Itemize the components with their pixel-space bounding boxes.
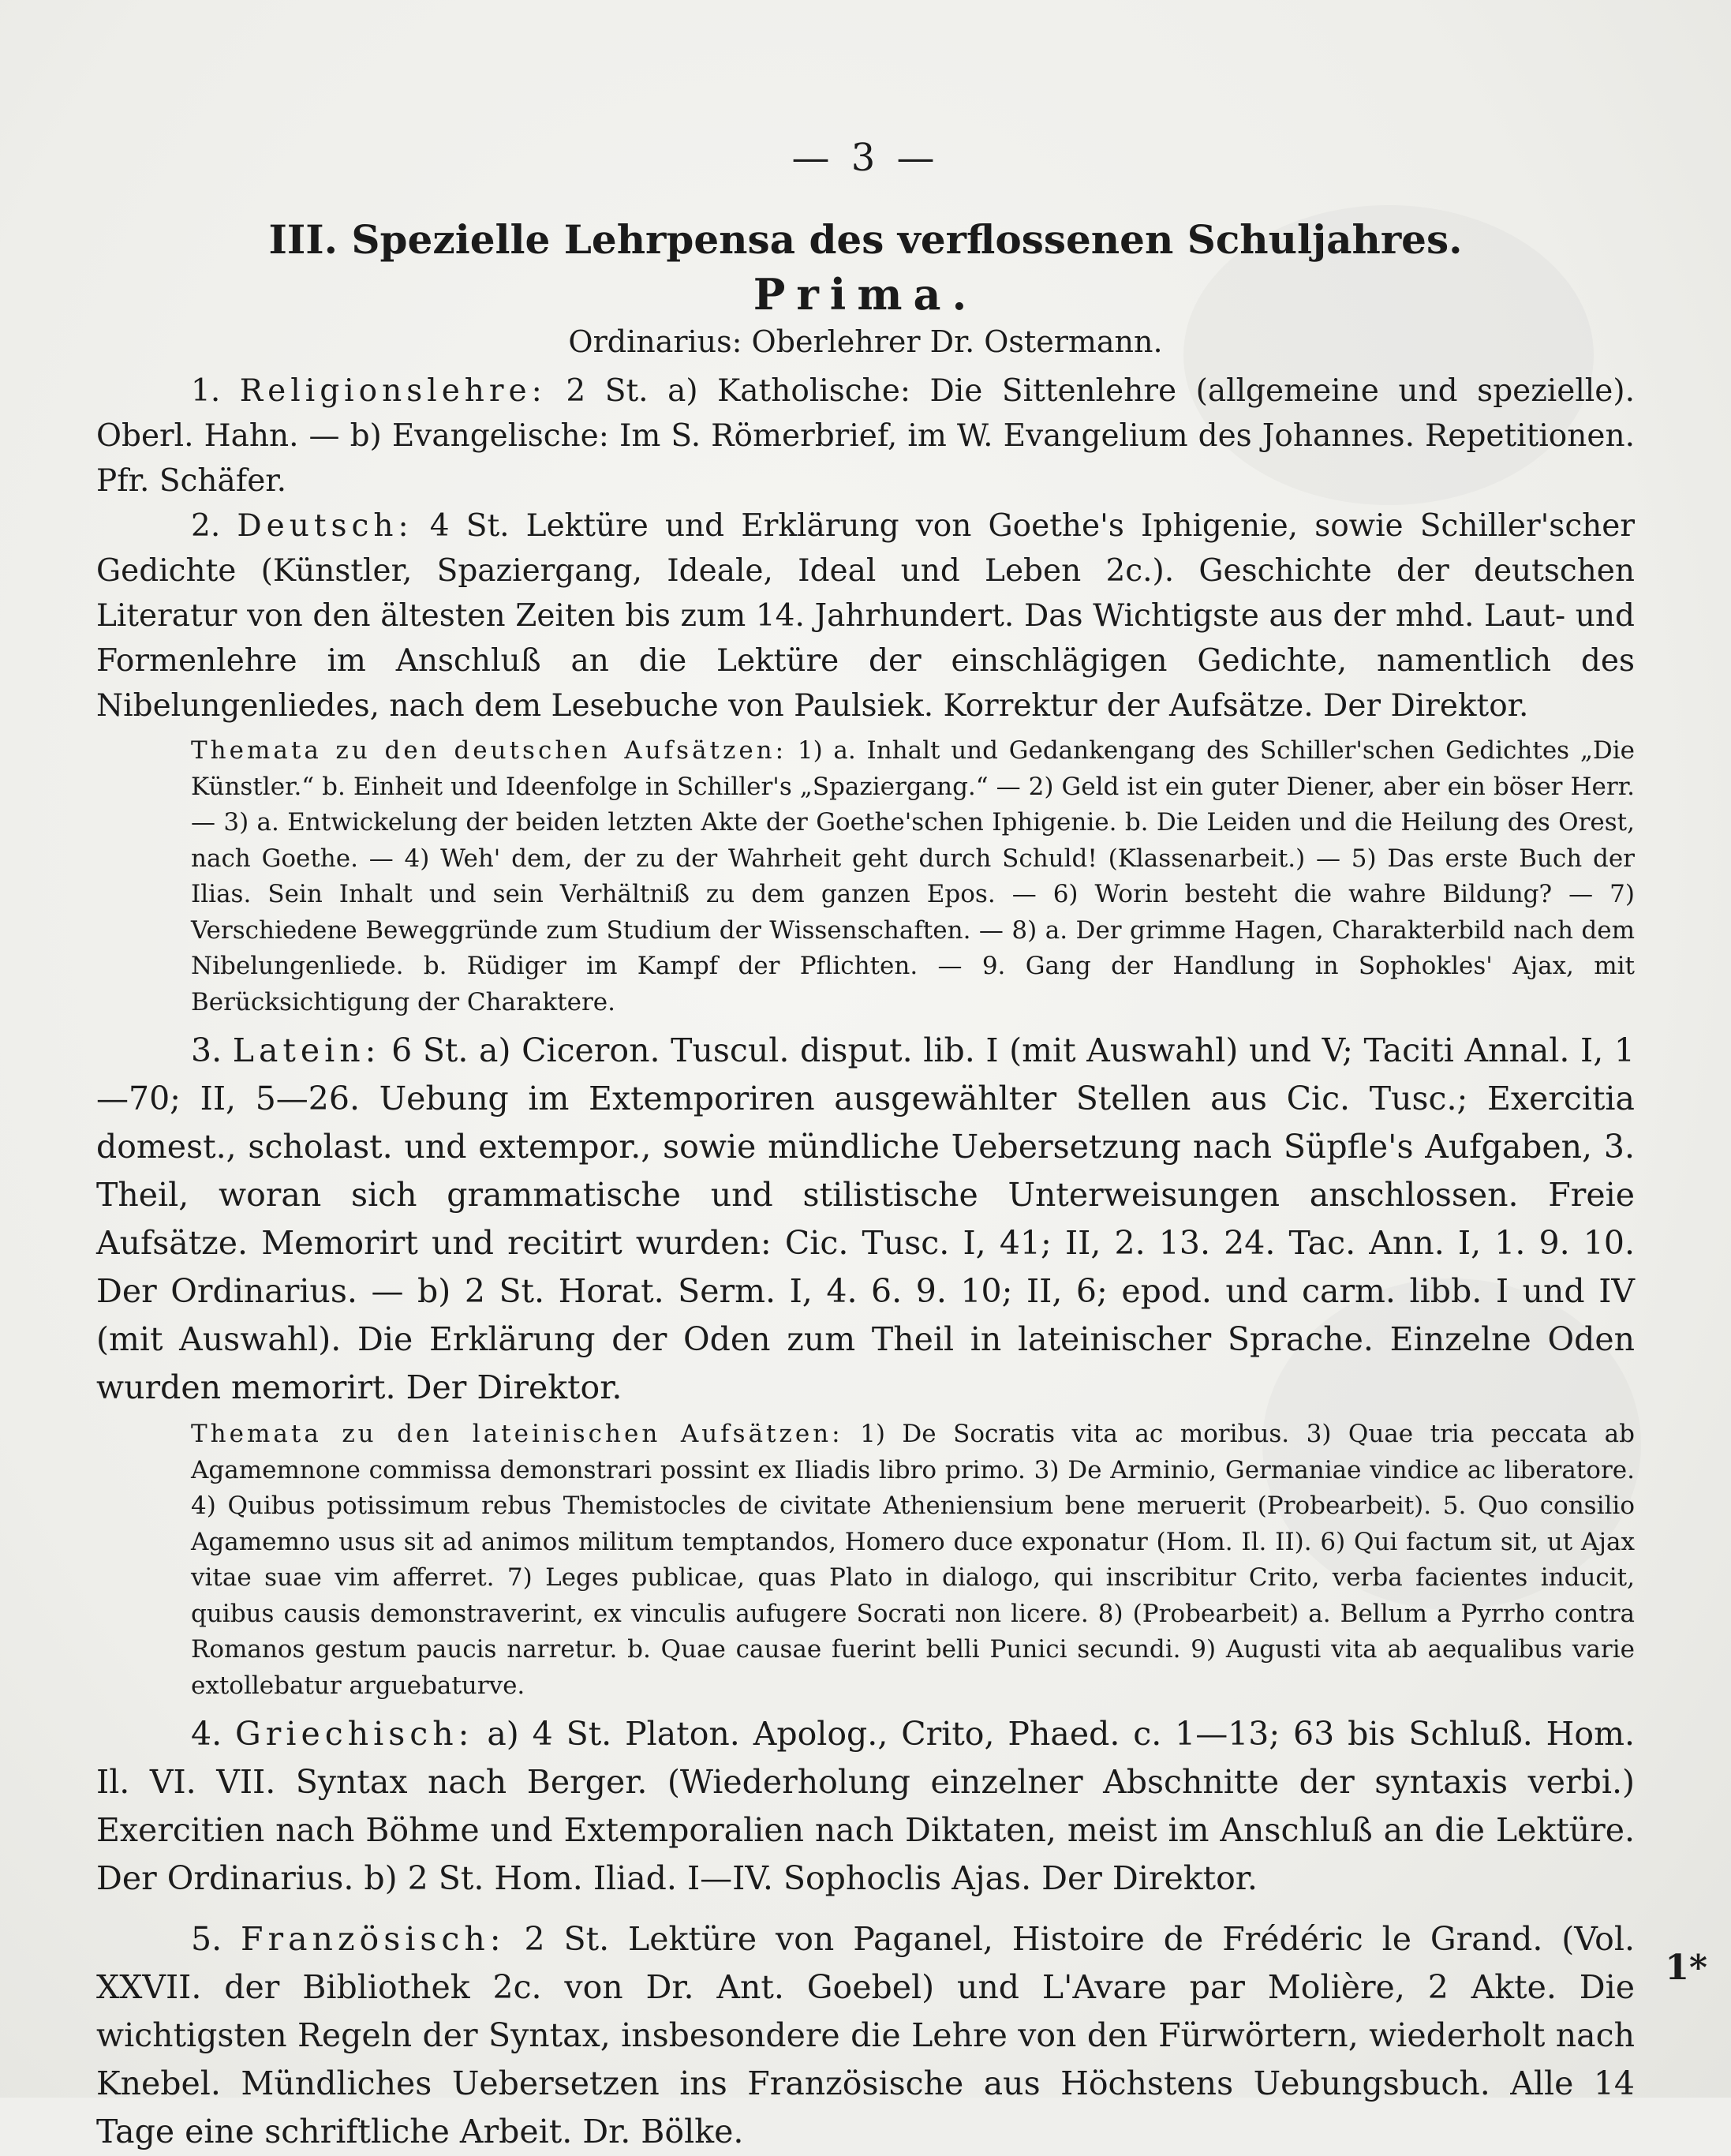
subject-number: 2.: [191, 508, 221, 544]
subject-text: 2 St. a) Katholische: Die Sittenlehre (allgemeine und spezielle). Oberl. Hahn. — b) Evangelische: Im S. Römerbrief, im W. Evangelium des Johannes. Repetitionen. Pfr. Schäfer.: [96, 373, 1635, 499]
signature-mark: 1*: [1665, 1948, 1707, 1988]
ordinarius-line: Ordinarius: Oberlehrer Dr. Ostermann.: [568, 324, 1163, 359]
themes-latin: [96, 1417, 1635, 1704]
subject-latin: [96, 1027, 1635, 1412]
subject-text: a) 4 St. Platon. Apolog., Crito, Phaed. c. 1—13; 63 bis Schluß. Hom. Il. VI. VII. Syntax nach Berger. (Wiederholung einzelner Abschnitte der syntaxis verbi.) Exercitien nach Böhme und Extemporalien nach Diktaten, meist im Anschluß an die Lektüre. Der Ordinarius. b) 2 St. Hom. Iliad. I—IV. Sophoclis Ajas. Der Direktor.: [96, 1715, 1635, 1897]
subject-name: Latein:: [232, 1031, 381, 1069]
subject-text: 6 St. a) Ciceron. Tuscul. disput. lib. I (mit Auswahl) und V; Taciti Annal. I, 1—70; II, 5—26. Uebung im Extemporiren ausgewählter Stellen aus Cic. Tusc.; Exercitia domest., scholast. und extempor., sowie mündliche Uebersetzung nach Süpfle's Aufgaben, 3. Theil, woran sich grammatische und stilistische Unterweisungen anschlossen. Freie Aufsätze. Memorirt und recitirt wurden: Cic. Tusc. I, 41; II, 2. 13. 24. Tac. Ann. I, 1. 9. 10. Der Ordinarius. — b) 2 St. Horat. Serm. I, 4. 6. 9. 10; II, 6; epod. und carm. libb. I und IV (mit Auswahl). Die Erklärung der Oden zum Theil in lateinischer Sprache. Einzelne Oden wurden memorirt. Der Direktor.: [96, 1031, 1635, 1406]
subject-text: 2 St. Lektüre von Paganel, Histoire de Frédéric le Grand. (Vol. XXVII. der Bibliothek 2c. von Dr. Ant. Goebel) und L'Avare par Molière, 2 Akte. Die wichtigsten Regeln der Syntax, insbesondere die Lehre von den Fürwörtern, wiederholt nach Knebel. Mündliches Uebersetzen ins Französische aus Höchstens Uebungsbuch. Alle 14 Tage eine schriftliche Arbeit. Dr. Bölke.: [96, 1920, 1635, 2150]
subject-number: 4.: [191, 1715, 222, 1753]
themes-label: Themata zu den deutschen Aufsätzen:: [191, 736, 787, 765]
class-title: Prima.: [753, 269, 978, 320]
themes-german: [96, 733, 1635, 1020]
subject-french: [96, 1915, 1635, 2156]
subject-greek: [96, 1710, 1635, 1903]
subject-number: 3.: [191, 1031, 222, 1069]
subject-name: Religionslehre:: [239, 373, 547, 409]
themes-label: Themata zu den lateinischen Aufsätzen:: [191, 1420, 843, 1448]
subject-number: 1.: [191, 373, 221, 409]
subject-text: 4 St. Lektüre und Erklärung von Goethe's Iphigenie, sowie Schiller'scher Gedichte (Künstler, Spaziergang, Ideale, Ideal und Leben 2c.). Geschichte der deutschen Literatur von den ältesten Zeiten bis zum 14. Jahrhundert. Das Wichtigste aus der mhd. Laut- und Formenlehre im Anschluß an die Lektüre der einschlägigen Gedichte, namentlich des Nibelungenliedes, nach dem Lesebuche von Paulsiek. Korrektur der Aufsätze. Der Direktor.: [96, 508, 1635, 724]
page-content: [96, 136, 1635, 2156]
section-title: III. Spezielle Lehrpensa des verflossenen Schuljahres.: [268, 216, 1463, 263]
subject-name: Deutsch:: [237, 508, 413, 544]
subject-number: 5.: [191, 1920, 222, 1958]
subject-name: Französisch:: [241, 1920, 506, 1958]
subject-name: Griechisch:: [235, 1715, 474, 1753]
subject-german: [96, 503, 1635, 728]
subject-religion: [96, 369, 1635, 503]
page-number: — 3 —: [791, 136, 940, 180]
themes-text: 1) De Socratis vita ac moribus. 3) Quae tria peccata ab Agamemnone commissa demonstrari possint ex Iliadis libro primo. 3) De Arminio, Germaniae vindice ac liberatore. 4) Quibus potissimum rebus Themistocles de civitate Atheniensium bene meruerit (Probearbeit). 5. Quo consilio Agamemno usus sit ad animos militum temptandos, Homero duce exponatur (Hom. Il. II). 6) Qui factum sit, ut Ajax vitae suae vim afferret. 7) Leges publicae, quas Plato in dialogo, qui inscribitur Crito, verba facientes inducit, quibus causis demonstraverint, ex vinculis aufugere Socrati non licere. 8) (Probearbeit) a. Bellum a Pyrrho contra Romanos gestum paucis narretur. b. Quae causae fuerint belli Punici secundi. 9) Augusti vita ab aequalibus varie extollebatur arguebaturve.: [191, 1420, 1635, 1700]
themes-text: 1) a. Inhalt und Gedankengang des Schiller'schen Gedichtes „Die Künstler.“ b. Einheit und Ideenfolge in Schiller's „Spaziergang.“ — 2) Geld ist ein guter Diener, aber ein böser Herr. — 3) a. Entwickelung der beiden letzten Akte der Goethe'schen Iphigenie. b. Die Leiden und die Heilung des Orest, nach Goethe. — 4) Weh' dem, der zu der Wahrheit geht durch Schuld! (Klassenarbeit.) — 5) Das erste Buch der Ilias. Sein Inhalt und sein Verhältniß zu dem ganzen Epos. — 6) Worin besteht die wahre Bildung? — 7) Verschiedene Beweggründe zum Studium der Wissenschaften. — 8) a. Der grimme Hagen, Charakterbild nach dem Nibelungenliede. b. Rüdiger im Kampf der Pflichten. — 9. Gang der Handlung in Sophokles' Ajax, mit Berücksichtigung der Charaktere.: [191, 736, 1635, 1016]
